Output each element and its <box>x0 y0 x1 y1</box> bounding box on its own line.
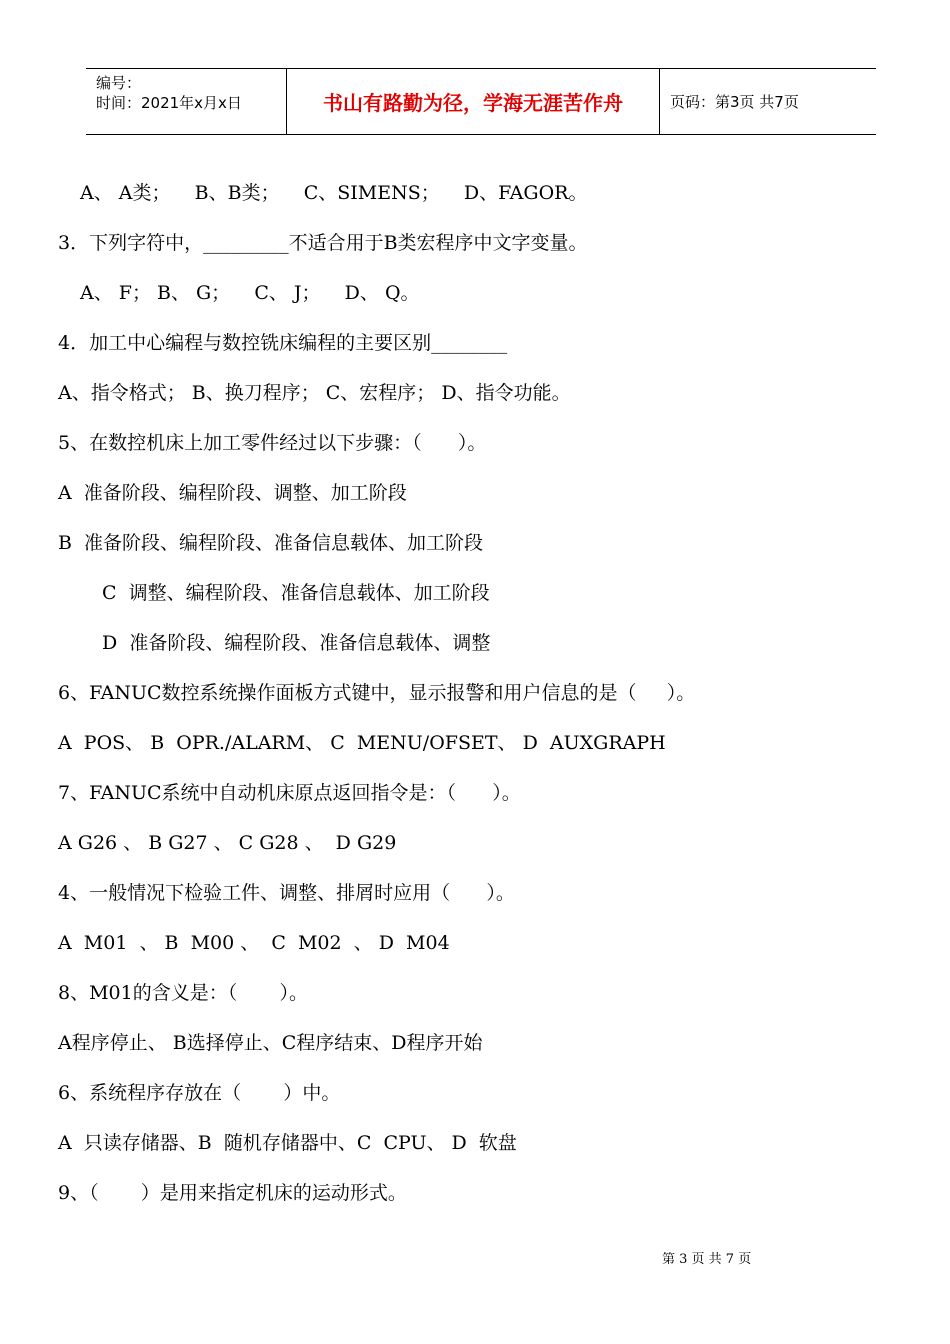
text-line: D 准备阶段、编程阶段、准备信息载体、调整 <box>102 632 491 654</box>
question-line: 6、系统程序存放在（ ）中。 <box>58 1082 341 1104</box>
text-line: A POS、 B OPR./ALARM、 C MENU/OFSET、 D AUXGRAPH <box>58 732 666 754</box>
text-line: A、指令格式； B、换刀程序； C、宏程序； D、指令功能。 <box>58 382 571 404</box>
question-line: 7、FANUC系统中自动机床原点返回指令是：（ ）。 <box>58 782 521 804</box>
header-motto: 书山有路勤为径，学海无涯苦作舟 <box>287 69 660 134</box>
text-line: A 准备阶段、编程阶段、调整、加工阶段 <box>58 482 407 504</box>
question-line: 4、一般情况下检验工件、调整、排屑时应用（ ）。 <box>58 882 515 904</box>
text-line: A G26 、 B G27 、 C G28 、 D G29 <box>58 832 397 854</box>
question-line: 9、（ ）是用来指定机床的运动形式。 <box>58 1182 407 1204</box>
text-line: A、 A类； B、B类； C、SIMENS； D、FAGOR。 <box>80 182 588 204</box>
text-line: A M01 、 B M00 、 C M02 、 D M04 <box>58 932 450 954</box>
question-line: 5、在数控机床上加工零件经过以下步骤：（ ）。 <box>58 432 487 454</box>
page-footer: 第 3 页 共 7 页 <box>662 1252 752 1267</box>
text-line: A 只读存储器、B 随机存储器中、C CPU、 D 软盘 <box>58 1132 517 1154</box>
page-header <box>86 68 876 135</box>
question-line: 8、M01的含义是：（ ）。 <box>58 982 308 1004</box>
text-line: A程序停止、 B选择停止、C程序结束、D程序开始 <box>58 1032 483 1054</box>
question-line: 6、FANUC数控系统操作面板方式键中，显示报警和用户信息的是（ ）。 <box>58 682 696 704</box>
text-line: A、 F； B、 G； C、 J； D、 Q。 <box>80 282 420 304</box>
question-line: 4．加工中心编程与数控铣床编程的主要区别________ <box>58 332 508 354</box>
question-line: 3．下列字符中，_________不适合用于B类宏程序中文字变量。 <box>58 232 588 254</box>
text-line: C 调整、编程阶段、准备信息载体、加工阶段 <box>102 582 490 604</box>
document-time-label: 时间：2021年x月x日 <box>96 94 242 112</box>
text-line: B 准备阶段、编程阶段、准备信息载体、加工阶段 <box>58 532 484 554</box>
header-page-label: 页码：第3页 共7页 <box>670 93 799 111</box>
header-info-cell <box>86 69 287 134</box>
document-number-label: 编号： <box>96 74 142 92</box>
